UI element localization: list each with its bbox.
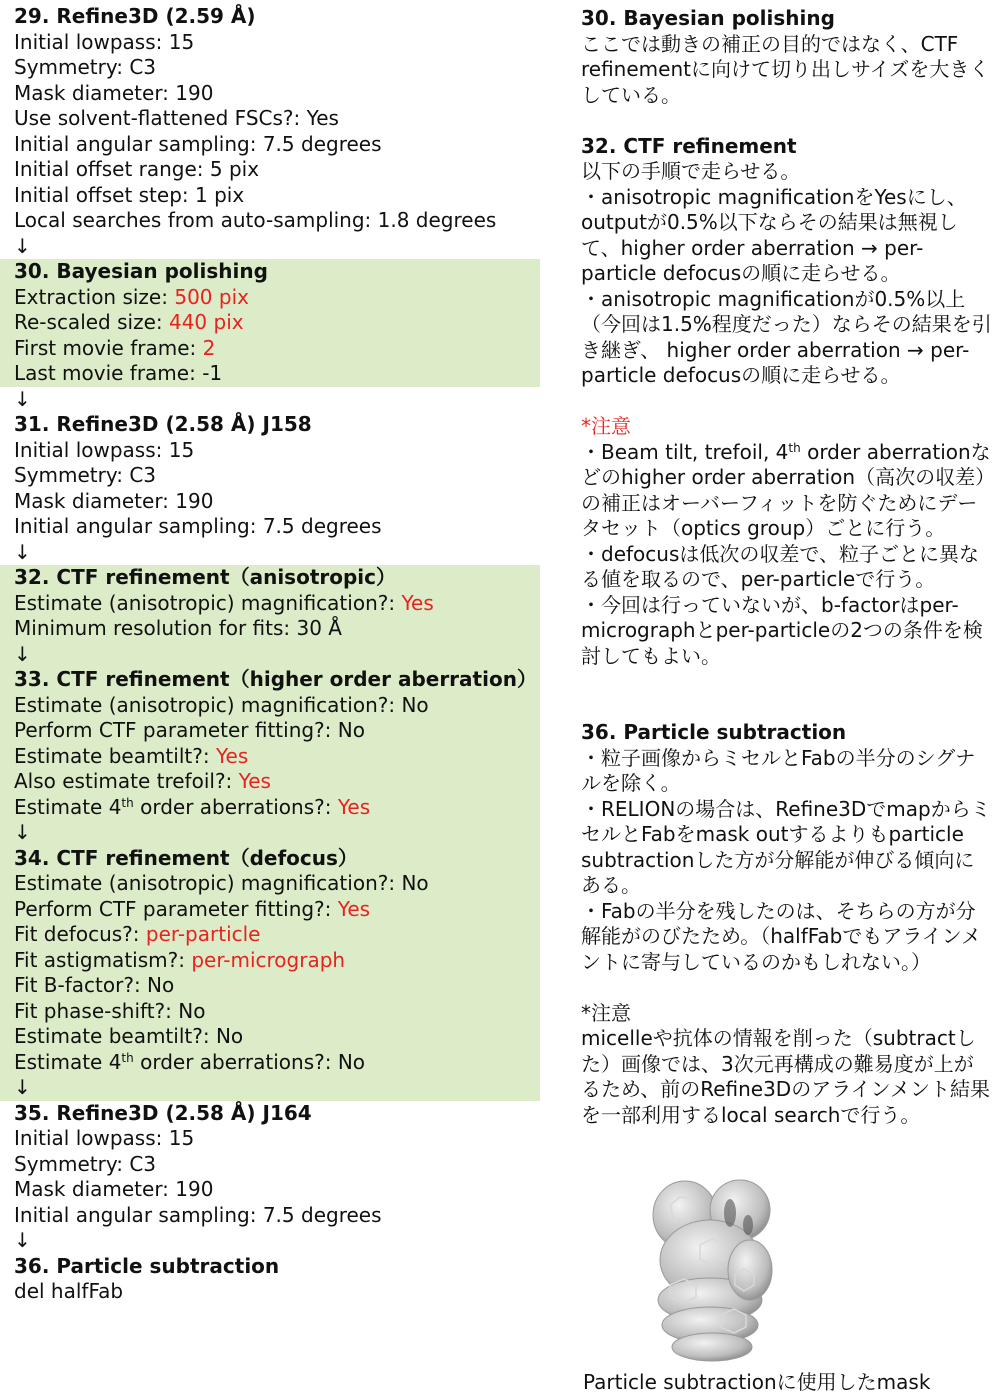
s30-rescaled: Re-scaled size: 440 pix	[14, 310, 244, 334]
right-column	[581, 6, 993, 1154]
caution-2	[581, 1001, 993, 1129]
note-36-p1: ・粒子画像からミセルとFabの半分のシグナルを除く。	[581, 745, 976, 795]
s31-line: Symmetry: C3	[14, 463, 157, 487]
left-column	[0, 4, 540, 1305]
s33-magnification: Estimate (anisotropic) magnification?: No	[14, 692, 429, 717]
mask-3d-image	[640, 1175, 780, 1365]
down-arrow: ↓	[14, 641, 31, 666]
s29-line: Initial angular sampling: 7.5 degrees	[14, 131, 382, 156]
section-32-title: 32. CTF refinement（anisotropic）	[14, 565, 397, 589]
note-36-title: 36. Particle subtraction	[581, 720, 847, 744]
s29-line: Initial offset step: 1 pix	[14, 182, 245, 207]
caution-2-title: *注意	[581, 1000, 631, 1025]
section-30-title: 30. Bayesian polishing	[14, 259, 268, 283]
s35-line: Initial lowpass: 15	[14, 1126, 195, 1150]
s31-line: Initial lowpass: 15	[14, 437, 195, 462]
s29-line: Mask diameter: 190	[14, 80, 214, 105]
section-31-title: 31. Refine3D (2.58 Å) J158	[14, 412, 312, 436]
s33-perform: Perform CTF parameter fitting?: No	[14, 718, 365, 742]
s31-line: Mask diameter: 190	[14, 488, 214, 513]
section-35	[0, 1101, 540, 1305]
s29-line: Initial lowpass: 15	[14, 29, 195, 54]
caution-1-p3: ・今回は行っていないが、b-factorはper-micrographとper-particleの2つの条件を検討してもよい。	[581, 592, 983, 668]
s33-beamtilt: Estimate beamtilt?: Yes	[14, 743, 249, 768]
s35-line: Initial angular sampling: 7.5 degrees	[14, 1202, 382, 1227]
section-31	[0, 387, 540, 566]
s34-fourth-order: Estimate 4th order aberrations?: No	[14, 1049, 366, 1074]
down-arrow: ↓	[14, 1075, 31, 1099]
note-32-title: 32. CTF refinement	[581, 133, 797, 158]
section-30	[0, 259, 540, 387]
s34-magnification: Estimate (anisotropic) magnification?: No	[14, 871, 429, 895]
s29-line: Local searches from auto-sampling: 1.8 degrees	[14, 208, 497, 232]
s34-astigmatism: Fit astigmatism?: per-micrograph	[14, 947, 346, 972]
s36-line: del halfFab	[14, 1279, 124, 1303]
section-33-title: 33. CTF refinement（higher order aberration）	[14, 667, 537, 691]
caution-1-p2: ・defocusは低次の収差で、粒子ごとに異なる値を取るので、per-particleで行う。	[581, 541, 979, 591]
caution-2-text: micelleや抗体の情報を削った（subtractした）画像では、3次元再構成の難易度が上がるため、前のRefine3Dのアラインメント結果を一部利用するlocal searchで行う。	[581, 1026, 991, 1127]
caution-1-p1: ・Beam tilt, trefoil, 4th order aberrationなどのhigher order aberration（高次の収差）の補正はオーバーフィットを防ぐためにデータセット（optics group）ごとに行う。	[581, 439, 991, 540]
s34-perform: Perform CTF parameter fitting?: Yes	[14, 896, 371, 921]
note-36-p2: ・RELIONの場合は、Refine3DでmapからミセルとFabをmask outするよりもparticle subtractionした方が分解能が伸びる傾向にある。	[581, 796, 991, 897]
s35-line: Mask diameter: 190	[14, 1177, 214, 1201]
section-29-title: 29. Refine3D (2.59 Å)	[14, 4, 256, 28]
s35-line: Symmetry: C3	[14, 1151, 157, 1176]
note-36-p3: ・Fabの半分を残したのは、そちらの方が分解能がのびたため。（halfFabでもアラインメントに寄与しているのかもしれない。）	[581, 898, 982, 974]
s29-line: Initial offset range: 5 pix	[14, 157, 260, 181]
s34-beamtilt: Estimate beamtilt?: No	[14, 1024, 244, 1048]
mask-caption: Particle subtractionに使用したmask	[583, 1370, 931, 1394]
down-arrow: ↓	[14, 1228, 31, 1252]
s30-last-frame: Last movie frame: -1	[14, 361, 223, 385]
s34-bfactor: Fit B-factor?: No	[14, 973, 175, 997]
down-arrow: ↓	[14, 233, 31, 258]
note-32-p1: ・anisotropic magnificationをYesにし、outputが0.5%以下ならその結果は無視して、higher order aberration → per-particle defocusの順に走らせる。	[581, 184, 967, 285]
caution-1-title: *注意	[581, 414, 631, 438]
s34-defocus: Fit defocus?: per-particle	[14, 922, 261, 946]
s29-line: Use solvent-flattened FSCs?: Yes	[14, 106, 339, 130]
down-arrow: ↓	[14, 539, 31, 564]
s33-trefoil: Also estimate trefoil?: Yes	[14, 769, 271, 793]
down-arrow: ↓	[14, 820, 31, 844]
caution-1	[581, 414, 993, 669]
s31-line: Initial angular sampling: 7.5 degrees	[14, 514, 382, 538]
down-arrow: ↓	[14, 386, 31, 411]
note-32-intro: 以下の手順で走らせる。	[581, 159, 801, 183]
note-30-text: ここでは動きの補正の目的ではなく、CTF refinementに向けて切り出しサイズを大きくしている。	[581, 31, 990, 107]
section-34-title: 34. CTF refinement（defocus）	[14, 845, 358, 870]
s30-extraction: Extraction size: 500 pix	[14, 284, 249, 309]
s33-fourth-order: Estimate 4th order aberrations?: Yes	[14, 794, 371, 819]
note-32-p2: ・anisotropic magnificationが0.5%以上（今回は1.5%程度だった）ならその結果を引き継ぎ、 higher order aberration → per-particle defocusの順に走らせる。	[581, 286, 992, 387]
section-36-title: 36. Particle subtraction	[14, 1253, 280, 1278]
s32-min-resolution: Minimum resolution for fits: 30 Å	[14, 616, 342, 640]
s32-magnification: Estimate (anisotropic) magnification?: Yes	[14, 590, 434, 615]
section-29	[0, 4, 540, 259]
note-32	[581, 134, 993, 389]
s29-line: Symmetry: C3	[14, 55, 157, 79]
s34-phase-shift: Fit phase-shift?: No	[14, 998, 206, 1023]
note-30	[581, 6, 993, 108]
note-36	[581, 720, 993, 975]
ctf-refinement-block	[0, 565, 540, 1101]
note-30-title: 30. Bayesian polishing	[581, 6, 835, 30]
s30-first-frame: First movie frame: 2	[14, 335, 216, 360]
section-35-title: 35. Refine3D (2.58 Å) J164	[14, 1100, 312, 1125]
